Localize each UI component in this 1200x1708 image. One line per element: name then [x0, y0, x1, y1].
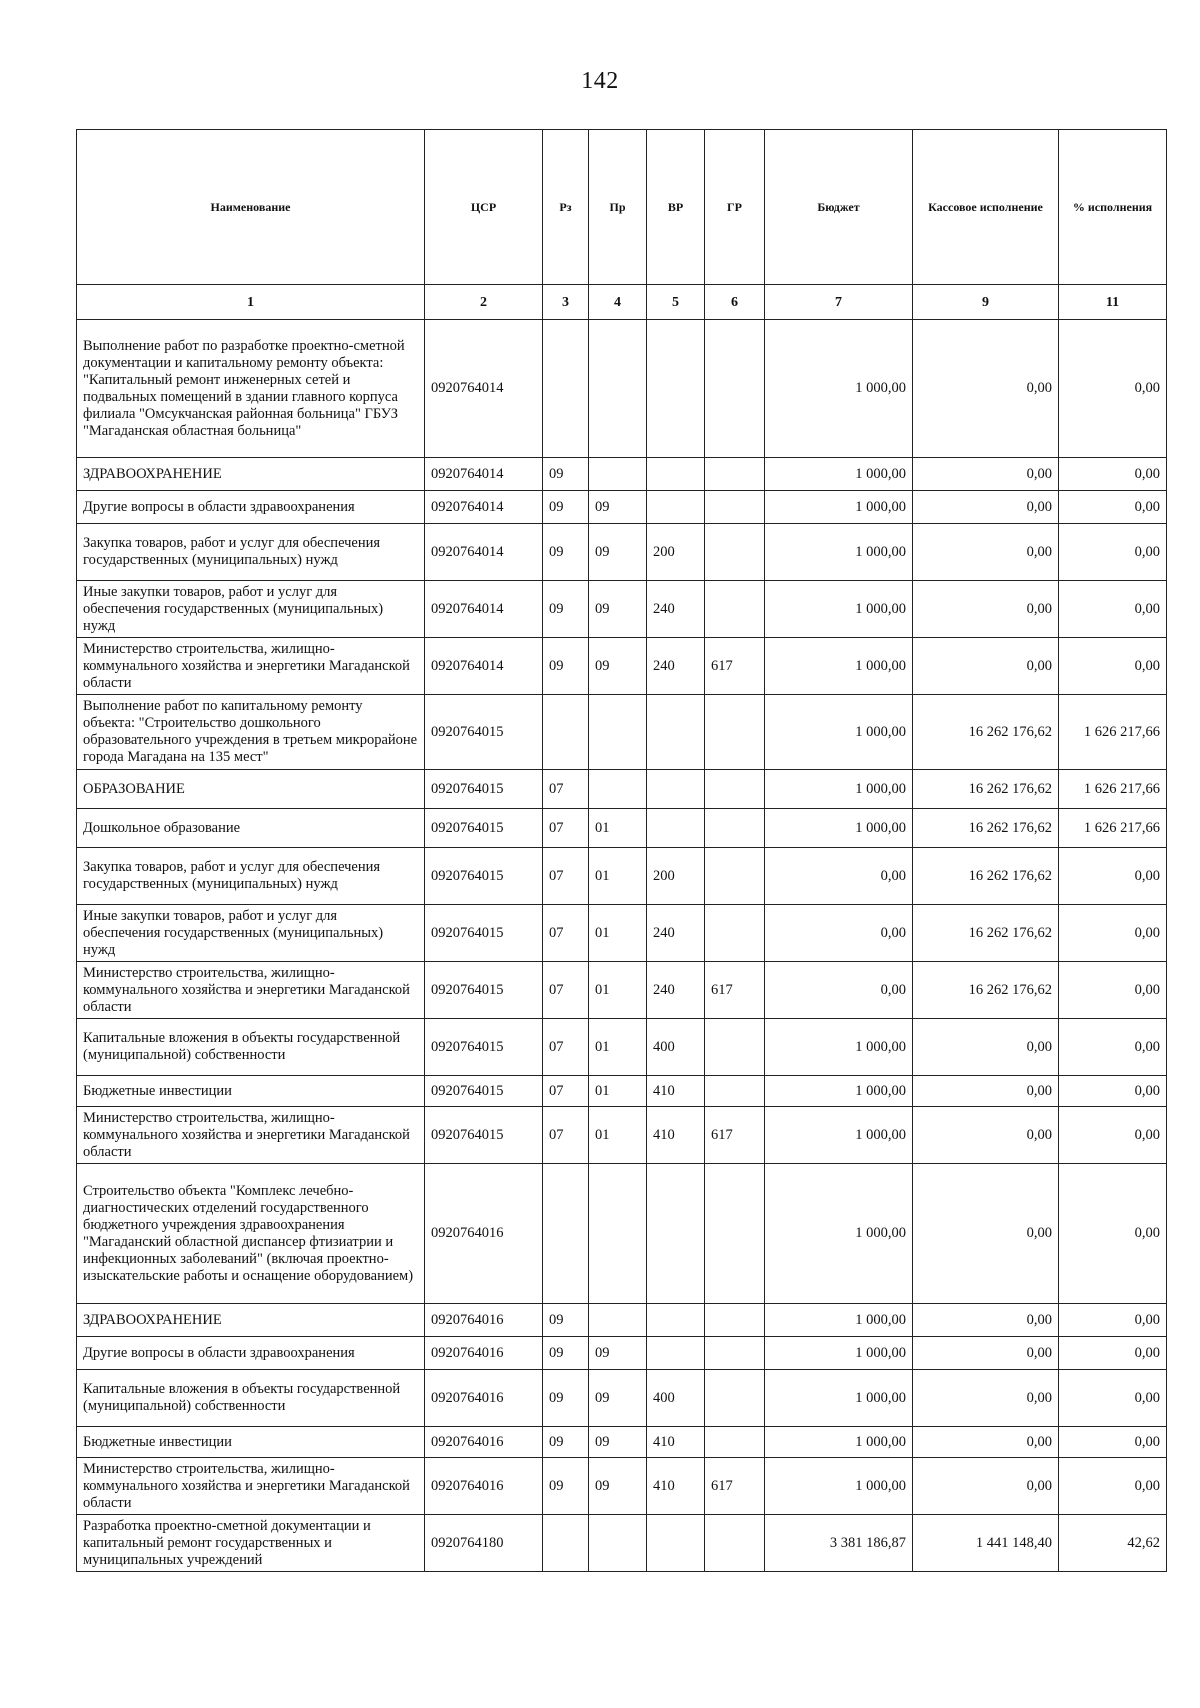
row-budget: 3 381 186,87: [765, 1515, 913, 1572]
header-pr: Пр: [589, 130, 647, 285]
row-rz: 07: [543, 1107, 589, 1164]
row-budget: 1 000,00: [765, 1370, 913, 1427]
header-budget: Бюджет: [765, 130, 913, 285]
row-budget: 1 000,00: [765, 581, 913, 638]
table-row: [77, 848, 1167, 905]
row-pr: 09: [589, 638, 647, 695]
row-gr: 617: [705, 962, 765, 1019]
row-name: Закупка товаров, работ и услуг для обеспечения государственных (муниципальных) нужд: [77, 524, 425, 581]
row-rz: 09: [543, 491, 589, 524]
row-kassa: 0,00: [913, 458, 1059, 491]
row-gr: [705, 1076, 765, 1107]
row-budget: 1 000,00: [765, 491, 913, 524]
row-kassa: 0,00: [913, 1019, 1059, 1076]
row-csr: 0920764015: [425, 1107, 543, 1164]
row-pr: 09: [589, 1458, 647, 1515]
row-csr: 0920764015: [425, 1019, 543, 1076]
row-budget: 1 000,00: [765, 458, 913, 491]
row-vr: [647, 458, 705, 491]
row-csr: 0920764016: [425, 1164, 543, 1304]
row-gr: [705, 458, 765, 491]
row-vr: [647, 491, 705, 524]
row-gr: [705, 1515, 765, 1572]
row-budget: 1 000,00: [765, 524, 913, 581]
row-kassa: 0,00: [913, 1458, 1059, 1515]
row-pct: 0,00: [1059, 1164, 1167, 1304]
row-vr: [647, 695, 705, 770]
row-csr: 0920764014: [425, 320, 543, 458]
row-budget: 1 000,00: [765, 1458, 913, 1515]
row-gr: 617: [705, 1107, 765, 1164]
row-rz: [543, 320, 589, 458]
row-pct: 0,00: [1059, 848, 1167, 905]
row-kassa: 0,00: [913, 524, 1059, 581]
row-kassa: 0,00: [913, 1107, 1059, 1164]
row-budget: 0,00: [765, 905, 913, 962]
row-pr: 09: [589, 491, 647, 524]
row-pct: 0,00: [1059, 458, 1167, 491]
row-name: ЗДРАВООХРАНЕНИЕ: [77, 1304, 425, 1337]
row-vr: [647, 1337, 705, 1370]
column-number: 9: [913, 285, 1059, 320]
row-pr: [589, 770, 647, 809]
row-pct: 0,00: [1059, 1304, 1167, 1337]
column-number: 6: [705, 285, 765, 320]
row-pr: 01: [589, 905, 647, 962]
table-row: [77, 1370, 1167, 1427]
row-csr: 0920764014: [425, 491, 543, 524]
row-csr: 0920764016: [425, 1337, 543, 1370]
header-vr: ВР: [647, 130, 705, 285]
row-pct: 0,00: [1059, 638, 1167, 695]
row-budget: 1 000,00: [765, 1019, 913, 1076]
row-name: Бюджетные инвестиции: [77, 1427, 425, 1458]
table-row: [77, 905, 1167, 962]
row-vr: [647, 1164, 705, 1304]
row-gr: [705, 1337, 765, 1370]
row-pct: 0,00: [1059, 962, 1167, 1019]
row-csr: 0920764015: [425, 770, 543, 809]
row-pct: 0,00: [1059, 1427, 1167, 1458]
row-kassa: 16 262 176,62: [913, 905, 1059, 962]
row-vr: 410: [647, 1076, 705, 1107]
row-budget: 1 000,00: [765, 1107, 913, 1164]
row-kassa: 0,00: [913, 1427, 1059, 1458]
row-pct: 0,00: [1059, 320, 1167, 458]
row-rz: 07: [543, 848, 589, 905]
row-pct: 0,00: [1059, 1337, 1167, 1370]
row-pr: 09: [589, 1427, 647, 1458]
table-row: [77, 581, 1167, 638]
row-kassa: 16 262 176,62: [913, 770, 1059, 809]
row-pr: 01: [589, 809, 647, 848]
row-budget: 1 000,00: [765, 695, 913, 770]
column-number: 5: [647, 285, 705, 320]
table-row: [77, 1458, 1167, 1515]
row-kassa: 16 262 176,62: [913, 848, 1059, 905]
row-gr: [705, 581, 765, 638]
row-name: Министерство строительства, жилищно-коммунального хозяйства и энергетики Магаданской области: [77, 1107, 425, 1164]
row-rz: 09: [543, 1304, 589, 1337]
row-name: Другие вопросы в области здравоохранения: [77, 491, 425, 524]
row-csr: 0920764180: [425, 1515, 543, 1572]
row-gr: [705, 1304, 765, 1337]
table-row: [77, 1019, 1167, 1076]
row-pr: 01: [589, 1019, 647, 1076]
row-pr: [589, 1304, 647, 1337]
row-gr: 617: [705, 638, 765, 695]
row-vr: 200: [647, 524, 705, 581]
table-row: [77, 458, 1167, 491]
row-vr: 410: [647, 1458, 705, 1515]
row-gr: [705, 809, 765, 848]
row-pct: 0,00: [1059, 491, 1167, 524]
table-row: [77, 1107, 1167, 1164]
row-kassa: 0,00: [913, 491, 1059, 524]
column-number: 3: [543, 285, 589, 320]
row-budget: 1 000,00: [765, 770, 913, 809]
row-vr: 410: [647, 1107, 705, 1164]
row-rz: 07: [543, 962, 589, 1019]
row-name: Иные закупки товаров, работ и услуг для обеспечения государственных (муниципальных) нужд: [77, 905, 425, 962]
row-name: Капитальные вложения в объекты государственной (муниципальной) собственности: [77, 1370, 425, 1427]
table-row: [77, 962, 1167, 1019]
row-pct: 0,00: [1059, 1370, 1167, 1427]
row-csr: 0920764014: [425, 581, 543, 638]
table-row: [77, 320, 1167, 458]
row-gr: [705, 524, 765, 581]
row-kassa: 0,00: [913, 1076, 1059, 1107]
row-gr: [705, 1019, 765, 1076]
row-budget: 1 000,00: [765, 1164, 913, 1304]
header-kassa: Кассовое исполнение: [913, 130, 1059, 285]
row-kassa: 0,00: [913, 1164, 1059, 1304]
column-number: 11: [1059, 285, 1167, 320]
row-rz: 09: [543, 1337, 589, 1370]
header-pct: % исполнения: [1059, 130, 1167, 285]
row-gr: [705, 770, 765, 809]
row-budget: 1 000,00: [765, 1427, 913, 1458]
column-number: 1: [77, 285, 425, 320]
row-rz: 07: [543, 905, 589, 962]
table-row: [77, 1304, 1167, 1337]
table-row: [77, 1164, 1167, 1304]
row-gr: [705, 491, 765, 524]
row-csr: 0920764015: [425, 695, 543, 770]
table-row: [77, 695, 1167, 770]
row-rz: 09: [543, 1427, 589, 1458]
row-pr: [589, 1164, 647, 1304]
table-row: [77, 491, 1167, 524]
row-vr: [647, 809, 705, 848]
row-budget: 1 000,00: [765, 638, 913, 695]
row-kassa: 0,00: [913, 638, 1059, 695]
row-vr: 240: [647, 638, 705, 695]
row-csr: 0920764016: [425, 1458, 543, 1515]
header-csr: ЦСР: [425, 130, 543, 285]
row-name: Закупка товаров, работ и услуг для обеспечения государственных (муниципальных) нужд: [77, 848, 425, 905]
row-pr: [589, 1515, 647, 1572]
row-kassa: 0,00: [913, 1304, 1059, 1337]
row-csr: 0920764016: [425, 1304, 543, 1337]
row-name: Капитальные вложения в объекты государственной (муниципальной) собственности: [77, 1019, 425, 1076]
row-name: Министерство строительства, жилищно-коммунального хозяйства и энергетики Магаданской области: [77, 962, 425, 1019]
header-name: Наименование: [77, 130, 425, 285]
row-name: Министерство строительства, жилищно-коммунального хозяйства и энергетики Магаданской области: [77, 1458, 425, 1515]
row-budget: 1 000,00: [765, 1076, 913, 1107]
row-pct: 0,00: [1059, 1019, 1167, 1076]
row-pr: 09: [589, 524, 647, 581]
row-pr: 09: [589, 1370, 647, 1427]
row-vr: [647, 320, 705, 458]
row-name: Выполнение работ по разработке проектно-сметной документации и капитальному ремонту объекта: "Капитальный ремонт инженерных сетей и подвальных помещений в здании главного корпуса филиала "Омсукчанская районная больница" ГБУЗ "Магаданская областная больница": [77, 320, 425, 458]
row-rz: 09: [543, 1458, 589, 1515]
row-kassa: 0,00: [913, 320, 1059, 458]
page-number: 142: [581, 68, 619, 94]
row-pr: 01: [589, 1076, 647, 1107]
table-row: [77, 1337, 1167, 1370]
row-rz: 09: [543, 458, 589, 491]
row-rz: 09: [543, 581, 589, 638]
row-name: Разработка проектно-сметной документации и капитальный ремонт государственных и муниципальных учреждений: [77, 1515, 425, 1572]
row-csr: 0920764014: [425, 638, 543, 695]
row-rz: [543, 1164, 589, 1304]
row-name: Бюджетные инвестиции: [77, 1076, 425, 1107]
row-kassa: 1 441 148,40: [913, 1515, 1059, 1572]
row-gr: [705, 905, 765, 962]
row-pct: 0,00: [1059, 1458, 1167, 1515]
row-pr: 01: [589, 848, 647, 905]
row-csr: 0920764016: [425, 1427, 543, 1458]
row-vr: 400: [647, 1370, 705, 1427]
row-name: ЗДРАВООХРАНЕНИЕ: [77, 458, 425, 491]
row-pr: 09: [589, 1337, 647, 1370]
table-row: [77, 638, 1167, 695]
row-rz: 07: [543, 1019, 589, 1076]
row-rz: 09: [543, 524, 589, 581]
table-row: [77, 1515, 1167, 1572]
column-number-row: [77, 285, 1167, 320]
row-csr: 0920764015: [425, 848, 543, 905]
row-kassa: 0,00: [913, 581, 1059, 638]
row-rz: 09: [543, 638, 589, 695]
row-pr: [589, 695, 647, 770]
row-vr: 410: [647, 1427, 705, 1458]
row-pr: [589, 320, 647, 458]
row-pct: 0,00: [1059, 524, 1167, 581]
row-csr: 0920764016: [425, 1370, 543, 1427]
row-rz: 07: [543, 770, 589, 809]
row-gr: 617: [705, 1458, 765, 1515]
column-number: 2: [425, 285, 543, 320]
table-row: [77, 1427, 1167, 1458]
row-pr: 09: [589, 581, 647, 638]
row-rz: [543, 695, 589, 770]
row-kassa: 16 262 176,62: [913, 962, 1059, 1019]
row-pct: 42,62: [1059, 1515, 1167, 1572]
row-gr: [705, 1427, 765, 1458]
row-vr: [647, 770, 705, 809]
table-row: [77, 1076, 1167, 1107]
row-rz: 09: [543, 1370, 589, 1427]
row-rz: 07: [543, 809, 589, 848]
header-gr: ГР: [705, 130, 765, 285]
header-rz: Рз: [543, 130, 589, 285]
row-csr: 0920764015: [425, 809, 543, 848]
row-pr: 01: [589, 1107, 647, 1164]
row-vr: 240: [647, 581, 705, 638]
row-gr: [705, 1164, 765, 1304]
row-budget: 0,00: [765, 848, 913, 905]
row-pct: 0,00: [1059, 581, 1167, 638]
row-pct: 0,00: [1059, 1107, 1167, 1164]
row-gr: [705, 848, 765, 905]
row-vr: [647, 1304, 705, 1337]
row-pct: 0,00: [1059, 905, 1167, 962]
table-row: [77, 770, 1167, 809]
row-csr: 0920764014: [425, 458, 543, 491]
row-vr: 240: [647, 905, 705, 962]
row-kassa: 16 262 176,62: [913, 809, 1059, 848]
row-vr: [647, 1515, 705, 1572]
row-rz: 07: [543, 1076, 589, 1107]
row-pct: 1 626 217,66: [1059, 809, 1167, 848]
row-vr: 240: [647, 962, 705, 1019]
row-budget: 1 000,00: [765, 1304, 913, 1337]
table-row: [77, 809, 1167, 848]
row-rz: [543, 1515, 589, 1572]
row-csr: 0920764015: [425, 905, 543, 962]
row-budget: 1 000,00: [765, 1337, 913, 1370]
row-budget: 1 000,00: [765, 809, 913, 848]
row-name: Министерство строительства, жилищно-коммунального хозяйства и энергетики Магаданской области: [77, 638, 425, 695]
row-kassa: 0,00: [913, 1337, 1059, 1370]
row-pct: 1 626 217,66: [1059, 770, 1167, 809]
row-name: Выполнение работ по капитальному ремонту объекта: "Строительство дошкольного образовательного учреждения в третьем микрорайоне города Магадана на 135 мест": [77, 695, 425, 770]
row-name: Дошкольное образование: [77, 809, 425, 848]
row-pct: 0,00: [1059, 1076, 1167, 1107]
row-csr: 0920764014: [425, 524, 543, 581]
row-vr: 200: [647, 848, 705, 905]
column-number: 4: [589, 285, 647, 320]
budget-table: [76, 129, 1167, 1572]
row-name: Иные закупки товаров, работ и услуг для обеспечения государственных (муниципальных) нужд: [77, 581, 425, 638]
row-gr: [705, 320, 765, 458]
row-csr: 0920764015: [425, 1076, 543, 1107]
row-vr: 400: [647, 1019, 705, 1076]
row-gr: [705, 1370, 765, 1427]
header-row: [77, 130, 1167, 285]
row-name: Другие вопросы в области здравоохранения: [77, 1337, 425, 1370]
column-number: 7: [765, 285, 913, 320]
row-pct: 1 626 217,66: [1059, 695, 1167, 770]
row-name: Строительство объекта "Комплекс лечебно-диагностических отделений государственного бюджетного учреждения здравоохранения "Магаданский областной диспансер фтизиатрии и инфекционных заболеваний" (включая проектно-изыскательские работы и оснащение оборудованием): [77, 1164, 425, 1304]
row-kassa: 16 262 176,62: [913, 695, 1059, 770]
row-csr: 0920764015: [425, 962, 543, 1019]
row-budget: 1 000,00: [765, 320, 913, 458]
row-budget: 0,00: [765, 962, 913, 1019]
row-name: ОБРАЗОВАНИЕ: [77, 770, 425, 809]
row-pr: [589, 458, 647, 491]
table-row: [77, 524, 1167, 581]
row-pr: 01: [589, 962, 647, 1019]
row-kassa: 0,00: [913, 1370, 1059, 1427]
row-gr: [705, 695, 765, 770]
